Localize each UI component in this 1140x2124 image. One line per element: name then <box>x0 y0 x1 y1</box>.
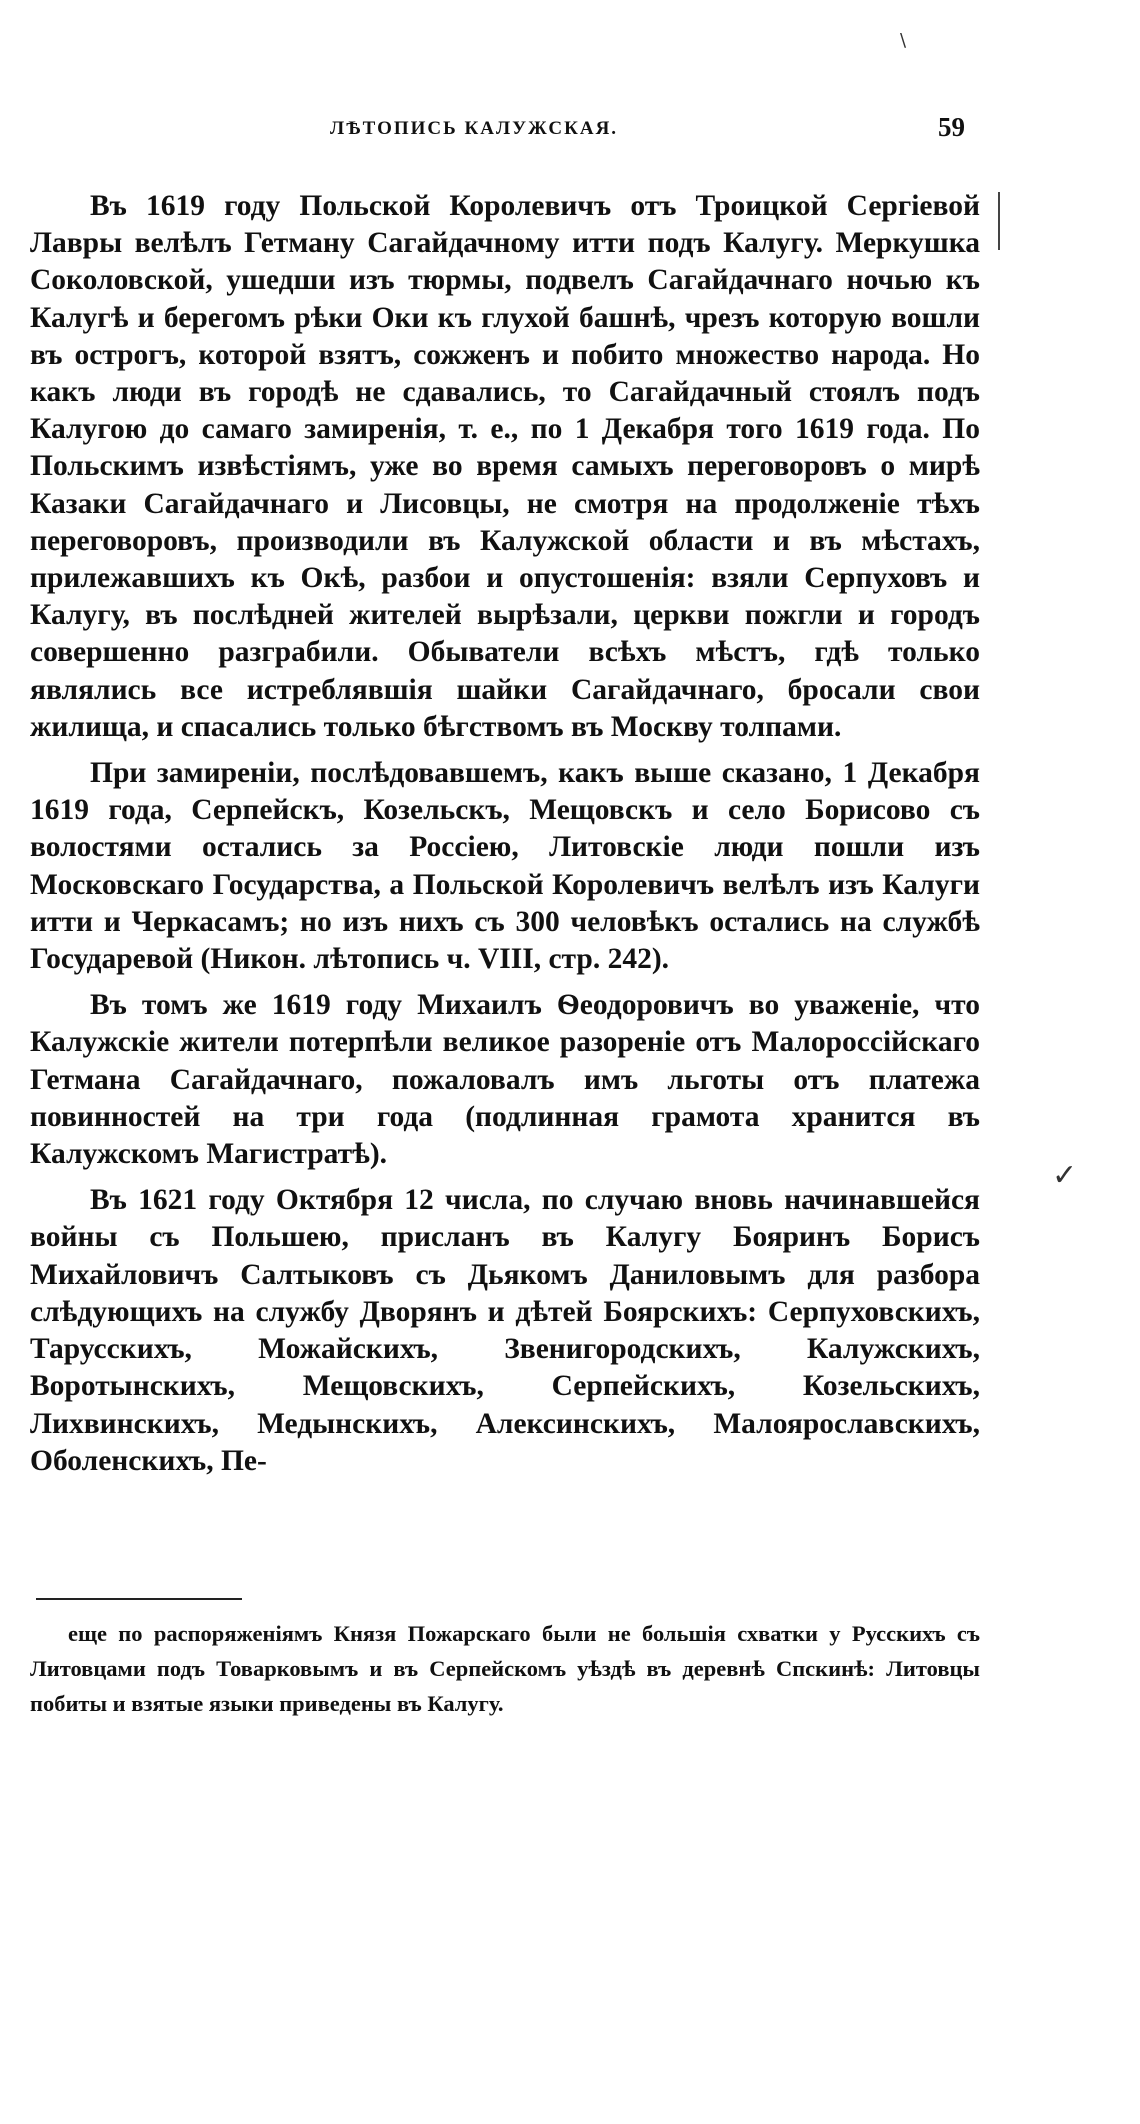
page-number: 59 <box>938 112 965 142</box>
margin-speck: \ <box>900 30 907 51</box>
main-text <box>30 188 980 1489</box>
paragraph-2: При замиреніи, послѣдовавшемъ, какъ выше сказано, 1 Декабря 1619 года, Серпейскъ, Козельскъ, Мещовскъ и село Борисово съ волостями остались за Россіею, Литовскіе люди пошли изъ Московскаго Государства, а Польской Королевичъ велѣлъ изъ Калуги итти и Черкасамъ; но изъ нихъ съ 300 человѣкъ остались на службѣ Государевой (Никон. лѣтопись ч. VIII, стр. 242). <box>30 757 980 976</box>
paragraph-1: Въ 1619 году Польской Королевичъ отъ Троицкой Сергіевой Лавры велѣлъ Гетману Сагайдачному итти подъ Калугу. Меркушка Соколовской, ушедши изъ тюрмы, подвелъ Сагайдачнаго ночью къ Калугѣ и берегомъ рѣки Оки къ глухой башнѣ, чрезъ которую вошли въ острогъ, которой взятъ, сожженъ и побито множество народа. Но какъ люди въ городѣ не сдавались, то Сагайдачный стоялъ подъ Калугою до самаго замиренія, т. е., по 1 Декабря того 1619 года. По Польскимъ извѣстіямъ, уже во время самыхъ переговоровъ о мирѣ Казаки Сагайдачнаго и Лисовцы, не смотря на продолженіе тѣхъ переговоровъ, производили въ Калужской области и въ мѣстахъ, прилежавшихъ къ Окѣ, разбои и опустошенія: взяли Серпуховъ и Калугу, въ послѣдней жителей вырѣзали, церкви пожгли и городъ совершенно разграбили. Обыватели всѣхъ мѣстъ, гдѣ только являлись все истреблявшія шайки Сагайдачнаго, бросали свои жилища, и спасались только бѣгствомъ въ Москву толпами. <box>30 190 980 743</box>
footnote-divider <box>36 1598 242 1600</box>
running-title: ЛѢТОПИСЬ КАЛУЖСКАЯ. <box>330 118 619 139</box>
footnote: еще по распоряженіямъ Князя Пожарскаго были не большія схватки у Русскихъ съ Литовцами подъ Товарковымъ и въ Серпейскомъ уѣздѣ въ деревнѣ Спскинѣ: Литовцы побиты и взятые языки приведены въ Калугу. <box>30 1621 980 1716</box>
margin-bracket-mark <box>998 192 1003 250</box>
margin-handwritten-tick: ✓ <box>1052 1158 1078 1193</box>
paragraph-4: Въ 1621 году Октября 12 числа, по случаю вновь начинавшейся войны съ Польшею, присланъ въ Калугу Бояринъ Борисъ Михайловичъ Салтыковъ съ Дьякомъ Даниловымъ для разбора слѣдующихъ на службу Дворянъ и дѣтей Боярскихъ: Серпуховскихъ, Тарусскихъ, Можайскихъ, Звенигородскихъ, Калужскихъ, Воротынскихъ, Мещовскихъ, Серпейскихъ, Козельскихъ, Лихвинскихъ, Медынскихъ, Алексинскихъ, Малоярославскихъ, Оболенскихъ, Пе- <box>30 1184 980 1477</box>
paragraph-3: Въ томъ же 1619 году Михаилъ Ѳеодоровичъ во уваженіе, что Калужскіе жители потерпѣли великое разореніе отъ Малороссійскаго Гетмана Сагайдачнаго, пожаловалъ имъ льготы отъ платежа повинностей на три года (подлинная грамота хранится въ Калужскомъ Магистратѣ). <box>30 989 980 1171</box>
